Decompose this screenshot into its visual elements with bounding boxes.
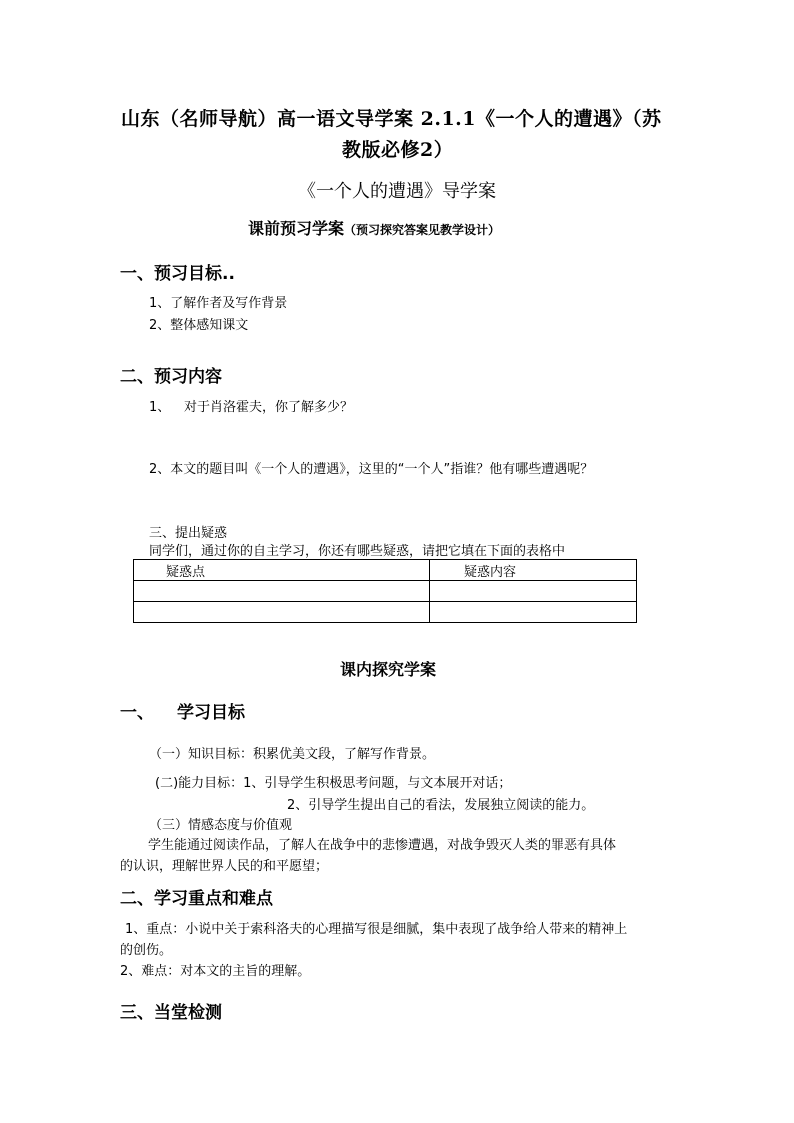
doubts-table <box>133 559 637 623</box>
learning-goals-number: 一、 <box>120 703 154 723</box>
document-title-line1: 山东（名师导航）高一语文导学案 2.1.1《一个人的遭遇》（苏 <box>121 108 662 130</box>
table-cell[interactable] <box>430 602 637 623</box>
learning-goals-heading: 学习目标 <box>177 703 245 723</box>
section-preview-content-heading: 二、预习内容 <box>120 367 222 387</box>
question-2-text: 2、本文的题目叫《一个人的遭遇》，这里的“一个人”指谁？他有哪些遭遇呢？ <box>149 462 594 477</box>
section-doubts-heading: 三、提出疑惑 <box>149 526 228 541</box>
preclass-note: （预习探究答案见教学设计） <box>344 223 501 237</box>
table-cell[interactable] <box>430 581 637 602</box>
keypoints-heading: 二、学习重点和难点 <box>120 889 273 909</box>
emotion-goal-text-line2: 的认识，理解世界人民的和平愿望； <box>120 859 329 874</box>
table-row <box>134 581 637 602</box>
focus-text-line2: 的创伤。 <box>120 943 173 958</box>
ability-goal-2: 2、引导学生提出自己的看法，发展独立阅读的能力。 <box>287 798 595 813</box>
in-class-test-heading: 三、当堂检测 <box>120 1003 222 1023</box>
table-header-cell: 疑惑点 <box>134 560 430 581</box>
document-title-line2: 教版必修2） <box>342 139 454 161</box>
table-row <box>134 602 637 623</box>
table-header-cell: 疑惑内容 <box>430 560 637 581</box>
preview-goal-item: 2、整体感知课文 <box>149 318 249 333</box>
emotion-goal-text-line1: 学生能通过阅读作品，了解人在战争中的悲惨遭遇，对战争毁灭人类的罪恶有具体 <box>148 838 617 853</box>
question-1-number: 1、 <box>149 400 171 415</box>
difficulty-text: 2、难点：对本文的主旨的理解。 <box>120 964 311 979</box>
question-1-text: 对于肖洛霍夫，你了解多少？ <box>184 400 354 415</box>
inclass-heading: 课内探究学案 <box>340 660 437 679</box>
table-header-row <box>134 560 637 581</box>
knowledge-goal: （一）知识目标：积累优美文段，了解写作背景。 <box>149 747 436 762</box>
preclass-heading: 课前预习学案 <box>248 219 345 238</box>
table-cell[interactable] <box>134 602 430 623</box>
doubts-intro: 同学们，通过你的自主学习，你还有哪些疑惑，请把它填在下面的表格中 <box>149 544 566 559</box>
section-preview-goals-heading: 一、预习目标.. <box>120 264 235 284</box>
document-subtitle: 《一个人的遭遇》导学案 <box>298 181 496 202</box>
preclass-heading-line <box>248 216 500 239</box>
emotion-goal-heading: （三）情感态度与价值观 <box>149 818 293 833</box>
ability-goal-1: (二)能力目标：1、引导学生积极思考问题，与文本展开对话； <box>155 776 512 791</box>
table-cell[interactable] <box>134 581 430 602</box>
focus-text-line1: 1、重点：小说中关于索科洛夫的心理描写很是细腻，集中表现了战争给人带来的精神上 <box>125 922 628 937</box>
preview-goal-item: 1、了解作者及写作背景 <box>149 296 288 311</box>
